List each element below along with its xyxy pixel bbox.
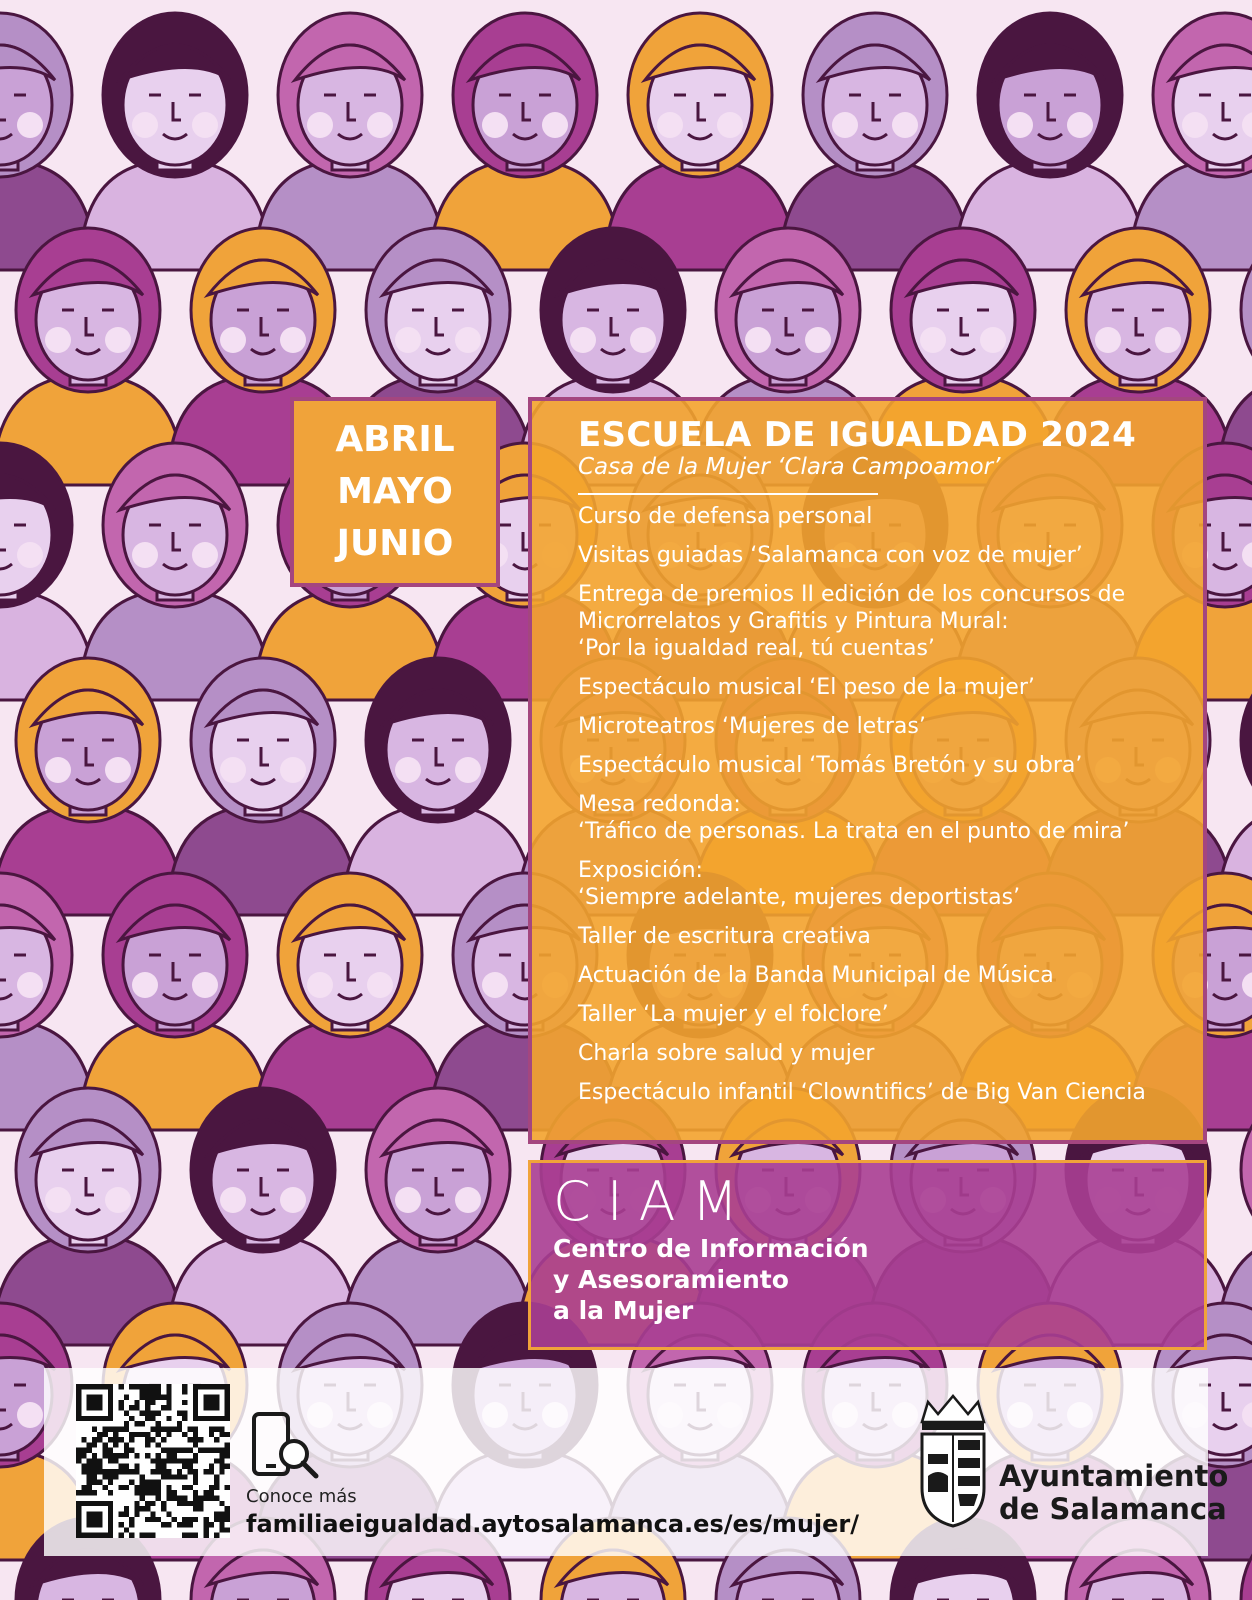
months-box — [290, 397, 500, 587]
ciam-subtitle-line: a la Mujer — [553, 1296, 694, 1325]
program-item-line: Microrrelatos y Grafitis y Pintura Mural: — [578, 609, 1009, 634]
program-item-line: Taller ‘La mujer y el folclore’ — [578, 1002, 889, 1027]
month-may: MAYO — [337, 471, 453, 512]
ayuntamiento-name — [999, 1460, 1228, 1526]
phone-search-icon — [248, 1410, 322, 1484]
program-item — [578, 962, 1183, 989]
program-box — [528, 397, 1207, 1144]
ciam-subtitle — [553, 1233, 1182, 1326]
program-item-line: Espectáculo musical ‘Tomás Bretón y su obra’ — [578, 753, 1083, 778]
ayuntamiento-line: de Salamanca — [999, 1492, 1227, 1526]
salamanca-crest — [914, 1392, 992, 1530]
month-june: JUNIO — [336, 523, 454, 564]
program-item-line: Actuación de la Banda Municipal de Música — [578, 963, 1054, 988]
ciam-subtitle-line: Centro de Información — [553, 1234, 869, 1263]
program-item-line: Exposición: — [578, 858, 703, 883]
program-subtitle: Casa de la Mujer ‘Clara Campoamor’ — [578, 454, 1001, 480]
program-item — [578, 1079, 1183, 1106]
program-title: ESCUELA DE IGUALDAD 2024 — [578, 415, 1137, 455]
program-item-line: ‘Por la igualdad real, tú cuentas’ — [578, 636, 935, 661]
program-item-line: Espectáculo musical ‘El peso de la mujer’ — [578, 675, 1035, 700]
program-item — [578, 542, 1183, 569]
program-item-line: Charla sobre salud y mujer — [578, 1041, 875, 1066]
program-item — [578, 752, 1183, 779]
ciam-title: CIAM — [553, 1170, 755, 1233]
program-item — [578, 1001, 1183, 1028]
ayuntamiento-line: Ayuntamiento — [999, 1459, 1229, 1493]
program-item-line: Curso de defensa personal — [578, 504, 873, 529]
program-item-line: Visitas guiadas ‘Salamanca con voz de mujer’ — [578, 543, 1083, 568]
program-list — [578, 503, 1183, 1106]
program-item-line: ‘Siempre adelante, mujeres deportistas’ — [578, 885, 1021, 910]
program-item-line: Espectáculo infantil ‘Clowntifics’ de Big Van Ciencia — [578, 1080, 1146, 1105]
program-item-line: ‘Tráfico de personas. La trata en el punto de mira’ — [578, 819, 1130, 844]
program-item — [578, 581, 1183, 662]
program-item — [578, 674, 1183, 701]
ciam-box — [528, 1160, 1207, 1350]
program-item — [578, 503, 1183, 530]
program-item — [578, 713, 1183, 740]
program-item — [578, 791, 1183, 845]
program-item-line: Taller de escritura creativa — [578, 924, 871, 949]
program-item — [578, 857, 1183, 911]
program-item-line: Microteatros ‘Mujeres de letras’ — [578, 714, 926, 739]
divider — [578, 493, 878, 495]
program-item-line: Entrega de premios II edición de los concursos de — [578, 582, 1126, 607]
program-item — [578, 1040, 1183, 1067]
footer-bar — [44, 1368, 1229, 1556]
month-april: ABRIL — [335, 419, 455, 460]
qr-code[interactable] — [76, 1384, 230, 1538]
ciam-subtitle-line: y Asesoramiento — [553, 1265, 789, 1294]
website-link[interactable]: familiaeigualdad.aytosalamanca.es/es/mujer/ — [246, 1510, 860, 1538]
conoce-mas-label: Conoce más — [246, 1486, 357, 1507]
program-item-line: Mesa redonda: — [578, 792, 741, 817]
program-item — [578, 923, 1183, 950]
